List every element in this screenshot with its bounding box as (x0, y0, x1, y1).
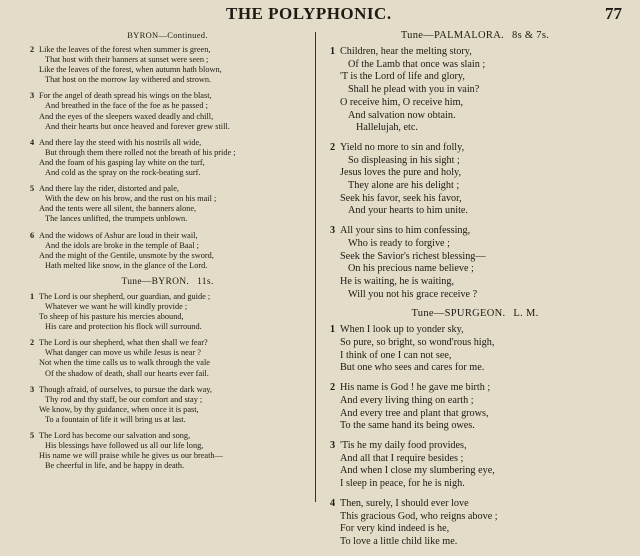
verse-number: 4 (30, 137, 35, 147)
verse-text: The lances unlifted, the trumpets unblown. (45, 214, 188, 224)
verse-line (30, 441, 305, 451)
verse-line (330, 289, 620, 302)
verse-line (30, 55, 305, 65)
verse-line (330, 465, 620, 478)
verse-line (30, 194, 305, 204)
verse-line (30, 322, 305, 332)
tune-heading-palmalora (330, 30, 620, 41)
verse (330, 324, 620, 375)
tune-name: Tune—PALMALORA. (400, 30, 505, 41)
verse-line (30, 385, 305, 395)
verse-line (330, 276, 620, 289)
verse-text: And when I close my slumbering eye, (340, 465, 495, 477)
verse-number: 3 (30, 384, 35, 394)
verse (30, 431, 305, 471)
verse-line (330, 193, 620, 206)
verse-line (30, 261, 305, 271)
verse-line (30, 451, 305, 461)
verse-text: Seek the Savior's richest blessing— (340, 250, 486, 262)
verse (30, 91, 305, 131)
verse-line (330, 251, 620, 264)
verse (330, 46, 620, 135)
verse-line (330, 84, 620, 97)
verse-text: The Lord is our shepherd, what then shall we fear? (39, 338, 208, 348)
verse-text: And the foam of his gasping lay white on the turf, (39, 157, 205, 167)
verse-text: And there lay the steed with his nostrils all wide, (39, 137, 202, 147)
verse-text: The Lord has become our salvation and song, (39, 431, 191, 440)
verse-line (30, 358, 305, 368)
verse-text: His name we will praise while he gives us our breath— (39, 451, 223, 461)
page-header (0, 4, 640, 26)
verse-line (330, 453, 620, 466)
verse-text: O receive him, O receive him, (340, 96, 464, 108)
verse-text: His name is God ! he gave me birth ; (340, 382, 491, 394)
verse-line (30, 204, 305, 214)
verse-text: On his precious name believe ; (348, 263, 474, 275)
verse (30, 385, 305, 425)
verse-text: When I look up to yonder sky, (340, 324, 464, 336)
verse-text: Of the shadow of death, shall our hearts ever fail. (45, 368, 209, 378)
tune-heading-spurgeon (330, 308, 620, 319)
verse-text: His blessings have followed us all our life long, (45, 441, 204, 451)
verse-number: 2 (330, 382, 336, 394)
verse-line (330, 511, 620, 524)
verse-text: Whatever we want he will kindly provide ; (45, 301, 188, 311)
verse-text: But through them there rolled not the breath of his pride ; (45, 147, 236, 157)
verse-number: 5 (30, 184, 35, 194)
verse-text: And there lay the rider, distorted and pale, (39, 184, 179, 194)
verse-line (30, 231, 305, 241)
verse-text: Hath melted like snow, in the glance of the Lord. (45, 260, 208, 270)
verse-line (330, 324, 620, 337)
verse-text: Jesus loves the pure and holy, (340, 167, 462, 179)
verse-text: Who is ready to forgive ; (348, 237, 450, 249)
verse-text: So pure, so bright, so wond'rous high, (340, 337, 495, 349)
verse-number: 1 (330, 324, 336, 336)
hymn-verses-palmalora (330, 46, 620, 301)
verse-text: And the eyes of the sleepers waxed deadly and chill, (39, 111, 214, 121)
verse-text: For the angel of death spread his wings on the blast, (39, 91, 212, 101)
verse-number: 1 (330, 46, 336, 57)
verse-line (330, 167, 620, 180)
verse-text: They alone are his delight ; (348, 180, 460, 192)
verse-text: 'T is the Lord of life and glory, (340, 71, 465, 83)
verse-text: Be cheerful in life, and be happy in death. (45, 461, 185, 471)
verse-text: Of the Lamb that once was slain ; (348, 58, 486, 70)
verse-text: To sheep of his pasture his mercies abound, (39, 312, 184, 322)
verse-text: Thy rod and thy staff, be our comfort and stay ; (45, 394, 203, 404)
tune-meter: 8s & 7s. (512, 30, 550, 41)
verse-number: 2 (330, 141, 336, 153)
verse-text: This gracious God, who reigns above ; (340, 510, 498, 522)
verse-line (30, 251, 305, 261)
verse (30, 231, 305, 271)
verse-line (330, 478, 620, 491)
verse-text: For very kind indeed is he, (340, 523, 450, 535)
verse-line (330, 536, 620, 549)
verse-line (30, 415, 305, 425)
verse (330, 142, 620, 218)
verse (30, 292, 305, 332)
verse-number: 5 (30, 431, 35, 440)
verse-text: And cold as the spray on the rock-beating surf. (45, 168, 201, 178)
verse-line (330, 408, 620, 421)
verse-text: And the might of the Gentile, unsmote by the sword, (39, 250, 214, 260)
verse (30, 338, 305, 378)
verse (30, 184, 305, 224)
verse (30, 138, 305, 178)
verse-line (30, 158, 305, 168)
verse-line (30, 65, 305, 75)
verse-line (330, 46, 620, 59)
verse-line (330, 498, 620, 511)
verse-text: Not when the time calls us to walk through the vale (39, 358, 210, 368)
verse-line (330, 225, 620, 238)
tune-meter: 11s. (197, 276, 214, 287)
verse-line (30, 302, 305, 312)
verse-line (30, 292, 305, 302)
verse-line (330, 523, 620, 536)
verse-line (330, 155, 620, 168)
verse-text: And all that I require besides ; (340, 452, 464, 464)
verse-text: To the same hand its being owes. (340, 420, 475, 432)
verse-text: So displeasing in his sight ; (348, 154, 460, 166)
verse-text: I sleep in peace, for he is nigh. (340, 478, 465, 490)
verse-text: And salvation now obtain. (348, 109, 456, 121)
verse-line (30, 461, 305, 471)
hymn-verses-byron (30, 292, 305, 472)
verse-line (30, 369, 305, 379)
verse-number: 3 (330, 225, 336, 237)
verse-line (30, 338, 305, 348)
verse-text: And the idols are broke in the temple of Baal ; (45, 240, 199, 250)
verse-text: That host with their banners at sunset were seen ; (45, 55, 209, 65)
verse-line (30, 184, 305, 194)
verse-text: All your sins to him confessing, (340, 225, 471, 237)
verse-line (330, 142, 620, 155)
verse-text: With the dew on his brow, and the rust on his mail ; (45, 194, 217, 204)
verse-line (30, 45, 305, 55)
verse-line (30, 122, 305, 132)
verse-line (30, 138, 305, 148)
verse-text: But one who sees and cares for me. (340, 362, 485, 374)
verse-text: To a fountain of life it will bring us at last. (45, 414, 186, 424)
verse-line (30, 395, 305, 405)
verse-text: Seek his favor, seek his favor, (340, 192, 462, 204)
verse-number: 3 (30, 91, 35, 101)
verse (330, 225, 620, 301)
verse-number: 1 (30, 291, 35, 301)
tune-name: Tune—SPURGEON. (411, 308, 506, 320)
verse-text: What danger can move us while Jesus is near ? (45, 348, 201, 358)
verse-number: 2 (30, 45, 35, 54)
verse-text: That host on the morrow lay withered and strown. (45, 75, 212, 85)
verse (30, 45, 305, 85)
verse-line (330, 71, 620, 84)
verse-number: 6 (30, 230, 35, 240)
verse-number: 4 (330, 497, 336, 509)
verse-text: The Lord is our shepherd, our guardian, and guide ; (39, 291, 211, 301)
verse-text: He is waiting, he is waiting, (340, 275, 455, 287)
verse-text: And breathed in the face of the foe as he passed ; (45, 101, 208, 111)
verse-line (330, 337, 620, 350)
verse-text: And their hearts but once heaved and forever grew still. (45, 121, 230, 131)
verse-line (30, 148, 305, 158)
verse-text: Like the leaves of the forest when summer is green, (39, 45, 211, 54)
verse-text: Though afraid, of ourselves, to pursue the dark way, (39, 384, 212, 394)
verse-number: 3 (330, 439, 336, 451)
verse-line (330, 382, 620, 395)
verse-text: Will you not his grace receive ? (348, 288, 478, 300)
verse-line (30, 241, 305, 251)
column-divider (315, 32, 316, 502)
verse-line (330, 59, 620, 72)
verse-text: Children, hear the melting story, (340, 46, 472, 57)
verse-number: 2 (30, 338, 35, 348)
verse-line (30, 312, 305, 322)
right-column (330, 30, 620, 556)
page-number: 77 (605, 4, 622, 23)
hymn-verses-spurgeon (330, 324, 620, 548)
verse-text: Then, surely, I should ever love (340, 497, 469, 509)
verse-line (30, 112, 305, 122)
verse-line (30, 75, 305, 85)
verse-line (330, 180, 620, 193)
verse-line (330, 238, 620, 251)
verse-line (330, 350, 620, 363)
verse-line (330, 110, 620, 123)
tune-meter: L. M. (513, 308, 539, 320)
verse-text: Like the leaves of the forest, when autumn hath blown, (39, 65, 222, 75)
verse-line (30, 91, 305, 101)
verse (330, 498, 620, 549)
verse-text: And the widows of Ashur are loud in their wail, (39, 230, 198, 240)
tune-name: Tune—BYRON. (121, 276, 190, 287)
verse-text: 'Tis he my daily food provides, (340, 439, 467, 451)
verse-text: To love a little child like me. (340, 535, 458, 547)
verse-text: Yield no more to sin and folly, (340, 141, 465, 153)
verse-text: Shall he plead with you in vain? (348, 84, 480, 96)
verse-text: I think of one I can not see, (340, 349, 452, 361)
tune-heading-byron (30, 277, 305, 287)
verse-line (330, 395, 620, 408)
verse-line (330, 420, 620, 433)
running-title: THE POLYPHONIC. (226, 4, 392, 23)
verse-text: And the tents were all silent, the banners alone, (39, 204, 197, 214)
verse-text: And every living thing on earth ; (340, 394, 474, 406)
verse-line (330, 263, 620, 276)
verse-text: We know, by thy guidance, when once it is past, (39, 404, 199, 414)
verse-line (330, 440, 620, 453)
verse-line (330, 97, 620, 110)
left-column (30, 30, 305, 477)
tune-heading-byron-continued: BYRON—Continued. (127, 30, 208, 40)
verse-line (30, 101, 305, 111)
verse-line (30, 168, 305, 178)
verse-line (30, 214, 305, 224)
verse-line (30, 431, 305, 441)
verse-text: Hallelujah, etc. (356, 122, 418, 134)
hymn-verses-byron-continued (30, 45, 305, 271)
verse-text: His care and protection his flock will surround. (45, 322, 202, 332)
verse-line (30, 405, 305, 415)
verse-line (330, 205, 620, 218)
verse-line (330, 122, 620, 135)
verse-line (330, 362, 620, 375)
verse-text: And your hearts to him unite. (348, 205, 468, 217)
verse (330, 440, 620, 491)
verse-line (30, 348, 305, 358)
verse (330, 382, 620, 433)
verse-text: And every tree and plant that grows, (340, 407, 489, 419)
